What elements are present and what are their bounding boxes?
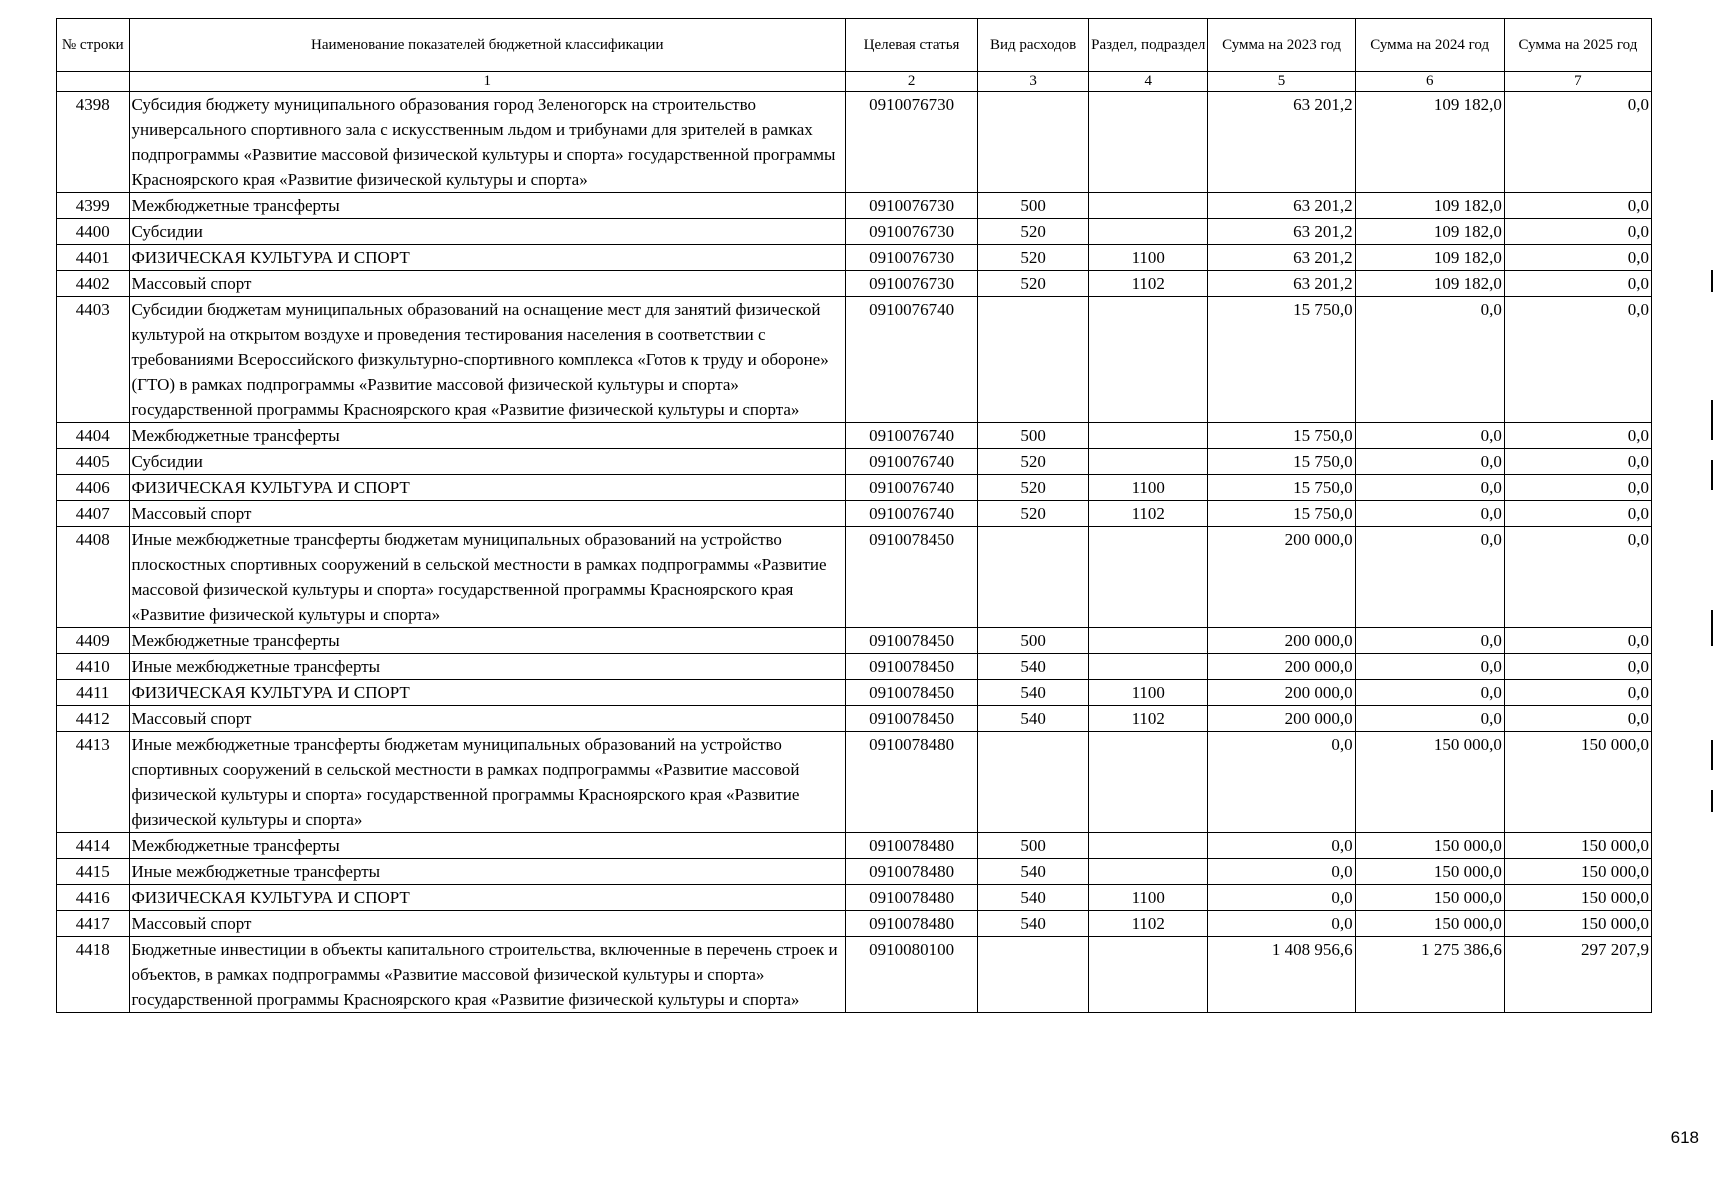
row-sum-2023: 63 201,2 — [1208, 219, 1355, 245]
row-number: 4410 — [57, 654, 130, 680]
row-target-code: 0910078450 — [845, 628, 977, 654]
row-sum-2025: 0,0 — [1504, 501, 1651, 527]
row-target-code: 0910076740 — [845, 475, 977, 501]
table-body — [57, 92, 1652, 1013]
page-number: 618 — [1670, 1128, 1699, 1147]
row-sum-2024: 1 275 386,6 — [1355, 937, 1504, 1013]
row-sum-2023: 15 750,0 — [1208, 475, 1355, 501]
row-section — [1089, 859, 1208, 885]
row-sum-2025: 0,0 — [1504, 92, 1651, 193]
table-row — [57, 271, 1652, 297]
row-expense-type — [978, 92, 1089, 193]
row-expense-type: 540 — [978, 706, 1089, 732]
row-section — [1089, 219, 1208, 245]
table-row — [57, 527, 1652, 628]
row-name: ФИЗИЧЕСКАЯ КУЛЬТУРА И СПОРТ — [129, 245, 845, 271]
row-sum-2024: 0,0 — [1355, 449, 1504, 475]
row-sum-2024: 109 182,0 — [1355, 219, 1504, 245]
row-sum-2025: 150 000,0 — [1504, 859, 1651, 885]
row-target-code: 0910078480 — [845, 833, 977, 859]
row-name: Иные межбюджетные трансферты — [129, 859, 845, 885]
row-name: Межбюджетные трансферты — [129, 833, 845, 859]
column-number: 2 — [845, 72, 977, 92]
row-sum-2024: 0,0 — [1355, 527, 1504, 628]
row-number: 4414 — [57, 833, 130, 859]
row-section: 1102 — [1089, 706, 1208, 732]
table-row — [57, 732, 1652, 833]
row-name: Массовый спорт — [129, 706, 845, 732]
row-sum-2024: 0,0 — [1355, 475, 1504, 501]
row-number: 4402 — [57, 271, 130, 297]
row-sum-2024: 150 000,0 — [1355, 732, 1504, 833]
row-expense-type: 500 — [978, 833, 1089, 859]
row-sum-2023: 0,0 — [1208, 859, 1355, 885]
row-expense-type: 500 — [978, 628, 1089, 654]
table-row — [57, 297, 1652, 423]
row-name: Иные межбюджетные трансферты бюджетам муниципальных образований на устройство плоскостных спортивных сооружений в сельской местности в рамках подпрограммы «Развитие массовой физической культуры и спорта» государственной программы Красноярского края «Развитие физической культуры и спорта» — [129, 527, 845, 628]
row-sum-2025: 0,0 — [1504, 654, 1651, 680]
row-sum-2024: 150 000,0 — [1355, 833, 1504, 859]
row-name: ФИЗИЧЕСКАЯ КУЛЬТУРА И СПОРТ — [129, 885, 845, 911]
table-row — [57, 475, 1652, 501]
table-row — [57, 885, 1652, 911]
row-sum-2024: 0,0 — [1355, 706, 1504, 732]
row-section: 1102 — [1089, 501, 1208, 527]
row-sum-2025: 0,0 — [1504, 245, 1651, 271]
column-number — [57, 72, 130, 92]
row-sum-2025: 0,0 — [1504, 449, 1651, 475]
row-name: Межбюджетные трансферты — [129, 628, 845, 654]
row-sum-2023: 63 201,2 — [1208, 92, 1355, 193]
header-sum-2023: Сумма на 2023 год — [1208, 19, 1355, 72]
row-section: 1102 — [1089, 271, 1208, 297]
row-sum-2023: 200 000,0 — [1208, 680, 1355, 706]
row-sum-2024: 109 182,0 — [1355, 271, 1504, 297]
row-target-code: 0910076740 — [845, 449, 977, 475]
row-number: 4405 — [57, 449, 130, 475]
row-name: Субсидия бюджету муниципального образования город Зеленогорск на строительство универсального спортивного зала с искусственным льдом и трибунами для зрителей в рамках подпрограммы «Развитие массовой физической культуры и спорта» государственной программы Красноярского края «Развитие физической культуры и спорта» — [129, 92, 845, 193]
table-row — [57, 449, 1652, 475]
row-sum-2025: 0,0 — [1504, 527, 1651, 628]
row-sum-2023: 0,0 — [1208, 732, 1355, 833]
row-section — [1089, 654, 1208, 680]
row-sum-2024: 0,0 — [1355, 654, 1504, 680]
row-number: 4416 — [57, 885, 130, 911]
row-section — [1089, 92, 1208, 193]
column-number: 7 — [1504, 72, 1651, 92]
row-section — [1089, 732, 1208, 833]
row-target-code: 0910078450 — [845, 680, 977, 706]
row-expense-type: 500 — [978, 193, 1089, 219]
table-row — [57, 654, 1652, 680]
row-name: Межбюджетные трансферты — [129, 193, 845, 219]
table-row — [57, 937, 1652, 1013]
row-sum-2024: 150 000,0 — [1355, 911, 1504, 937]
row-number: 4400 — [57, 219, 130, 245]
header-target: Целевая статья — [845, 19, 977, 72]
row-target-code: 0910076740 — [845, 297, 977, 423]
row-sum-2024: 0,0 — [1355, 680, 1504, 706]
row-sum-2023: 0,0 — [1208, 885, 1355, 911]
row-name: Межбюджетные трансферты — [129, 423, 845, 449]
row-expense-type: 540 — [978, 680, 1089, 706]
row-expense-type: 520 — [978, 219, 1089, 245]
row-sum-2024: 150 000,0 — [1355, 885, 1504, 911]
row-number: 4409 — [57, 628, 130, 654]
row-target-code: 0910078450 — [845, 706, 977, 732]
row-sum-2024: 150 000,0 — [1355, 859, 1504, 885]
row-number: 4398 — [57, 92, 130, 193]
row-section: 1102 — [1089, 911, 1208, 937]
row-target-code: 0910076730 — [845, 245, 977, 271]
row-number: 4408 — [57, 527, 130, 628]
row-sum-2023: 15 750,0 — [1208, 297, 1355, 423]
row-target-code: 0910076730 — [845, 193, 977, 219]
row-number: 4418 — [57, 937, 130, 1013]
row-section — [1089, 833, 1208, 859]
row-name: ФИЗИЧЕСКАЯ КУЛЬТУРА И СПОРТ — [129, 475, 845, 501]
row-expense-type: 500 — [978, 423, 1089, 449]
row-expense-type — [978, 527, 1089, 628]
row-sum-2023: 200 000,0 — [1208, 706, 1355, 732]
row-sum-2025: 0,0 — [1504, 271, 1651, 297]
table-row — [57, 501, 1652, 527]
row-expense-type: 520 — [978, 475, 1089, 501]
header-section: Раздел, подраздел — [1089, 19, 1208, 72]
row-sum-2023: 63 201,2 — [1208, 193, 1355, 219]
table-row — [57, 628, 1652, 654]
row-sum-2024: 109 182,0 — [1355, 193, 1504, 219]
row-section — [1089, 193, 1208, 219]
row-section — [1089, 937, 1208, 1013]
row-sum-2024: 0,0 — [1355, 628, 1504, 654]
row-sum-2025: 0,0 — [1504, 628, 1651, 654]
row-sum-2023: 200 000,0 — [1208, 628, 1355, 654]
table-row — [57, 219, 1652, 245]
column-number: 6 — [1355, 72, 1504, 92]
row-sum-2023: 15 750,0 — [1208, 501, 1355, 527]
budget-table — [56, 18, 1652, 1013]
row-section: 1100 — [1089, 885, 1208, 911]
row-sum-2024: 109 182,0 — [1355, 245, 1504, 271]
row-number: 4417 — [57, 911, 130, 937]
row-sum-2025: 0,0 — [1504, 219, 1651, 245]
row-number: 4403 — [57, 297, 130, 423]
row-section — [1089, 527, 1208, 628]
header-expense-type: Вид расходов — [978, 19, 1089, 72]
row-expense-type — [978, 297, 1089, 423]
row-sum-2024: 0,0 — [1355, 423, 1504, 449]
row-number: 4399 — [57, 193, 130, 219]
row-sum-2023: 0,0 — [1208, 911, 1355, 937]
row-section: 1100 — [1089, 245, 1208, 271]
row-section — [1089, 449, 1208, 475]
row-sum-2025: 150 000,0 — [1504, 732, 1651, 833]
row-expense-type: 520 — [978, 449, 1089, 475]
row-expense-type: 540 — [978, 911, 1089, 937]
header-sum-2024: Сумма на 2024 год — [1355, 19, 1504, 72]
row-sum-2023: 63 201,2 — [1208, 271, 1355, 297]
row-name: Субсидии бюджетам муниципальных образований на оснащение мест для занятий физической культурой на открытом воздухе и проведения тестирования населения в соответствии с требованиями Всероссийского физкультурно-спортивного комплекса «Готов к труду и обороне» (ГТО) в рамках подпрограммы «Развитие массовой физической культуры и спорта» государственной программы Красноярского края «Развитие физической культуры и спорта» — [129, 297, 845, 423]
row-sum-2023: 63 201,2 — [1208, 245, 1355, 271]
table-row — [57, 423, 1652, 449]
header-name: Наименование показателей бюджетной классификации — [129, 19, 845, 72]
row-name: Субсидии — [129, 449, 845, 475]
row-sum-2023: 1 408 956,6 — [1208, 937, 1355, 1013]
row-name: Иные межбюджетные трансферты — [129, 654, 845, 680]
row-name: Иные межбюджетные трансферты бюджетам муниципальных образований на устройство спортивных сооружений в сельской местности в рамках подпрограммы «Развитие массовой физической культуры и спорта» государственной программы Красноярского края «Развитие физической культуры и спорта» — [129, 732, 845, 833]
row-sum-2023: 15 750,0 — [1208, 449, 1355, 475]
row-sum-2025: 150 000,0 — [1504, 833, 1651, 859]
row-name: Бюджетные инвестиции в объекты капитального строительства, включенные в перечень строек и объектов, в рамках подпрограммы «Развитие массовой физической культуры и спорта» государственной программы Красноярского края «Развитие физической культуры и спорта» — [129, 937, 845, 1013]
table-row — [57, 833, 1652, 859]
column-number: 1 — [129, 72, 845, 92]
row-sum-2023: 200 000,0 — [1208, 527, 1355, 628]
row-target-code: 0910080100 — [845, 937, 977, 1013]
row-expense-type: 520 — [978, 271, 1089, 297]
row-name: Массовый спорт — [129, 911, 845, 937]
row-sum-2025: 0,0 — [1504, 423, 1651, 449]
column-number: 5 — [1208, 72, 1355, 92]
table-row — [57, 193, 1652, 219]
table-row — [57, 911, 1652, 937]
row-sum-2023: 15 750,0 — [1208, 423, 1355, 449]
row-number: 4412 — [57, 706, 130, 732]
row-number: 4415 — [57, 859, 130, 885]
row-sum-2024: 109 182,0 — [1355, 92, 1504, 193]
row-expense-type: 540 — [978, 885, 1089, 911]
table-row — [57, 245, 1652, 271]
row-target-code: 0910078480 — [845, 859, 977, 885]
column-number: 3 — [978, 72, 1089, 92]
header-sum-2025: Сумма на 2025 год — [1504, 19, 1651, 72]
row-name: Субсидии — [129, 219, 845, 245]
row-target-code: 0910078480 — [845, 732, 977, 833]
row-sum-2025: 297 207,9 — [1504, 937, 1651, 1013]
table-row — [57, 92, 1652, 193]
row-section: 1100 — [1089, 680, 1208, 706]
row-sum-2024: 0,0 — [1355, 297, 1504, 423]
column-number-row — [57, 72, 1652, 92]
row-sum-2023: 200 000,0 — [1208, 654, 1355, 680]
row-sum-2025: 0,0 — [1504, 706, 1651, 732]
row-name: Массовый спорт — [129, 271, 845, 297]
row-expense-type: 520 — [978, 245, 1089, 271]
row-number: 4413 — [57, 732, 130, 833]
row-expense-type — [978, 732, 1089, 833]
row-number: 4406 — [57, 475, 130, 501]
row-section — [1089, 297, 1208, 423]
column-number: 4 — [1089, 72, 1208, 92]
row-target-code: 0910076730 — [845, 92, 977, 193]
row-section — [1089, 423, 1208, 449]
row-name: ФИЗИЧЕСКАЯ КУЛЬТУРА И СПОРТ — [129, 680, 845, 706]
row-target-code: 0910078450 — [845, 654, 977, 680]
row-sum-2025: 0,0 — [1504, 680, 1651, 706]
row-target-code: 0910078480 — [845, 911, 977, 937]
row-number: 4411 — [57, 680, 130, 706]
table-row — [57, 859, 1652, 885]
row-target-code: 0910078480 — [845, 885, 977, 911]
table-row — [57, 706, 1652, 732]
row-target-code: 0910076730 — [845, 219, 977, 245]
row-sum-2025: 0,0 — [1504, 297, 1651, 423]
header-row-no: № строки — [57, 19, 130, 72]
row-target-code: 0910076730 — [845, 271, 977, 297]
row-sum-2025: 0,0 — [1504, 193, 1651, 219]
row-expense-type: 540 — [978, 859, 1089, 885]
row-expense-type — [978, 937, 1089, 1013]
row-sum-2023: 0,0 — [1208, 833, 1355, 859]
row-sum-2025: 0,0 — [1504, 475, 1651, 501]
row-sum-2025: 150 000,0 — [1504, 885, 1651, 911]
row-name: Массовый спорт — [129, 501, 845, 527]
table-row — [57, 680, 1652, 706]
row-target-code: 0910076740 — [845, 501, 977, 527]
header-row — [57, 19, 1652, 72]
row-expense-type: 520 — [978, 501, 1089, 527]
row-number: 4404 — [57, 423, 130, 449]
row-target-code: 0910078450 — [845, 527, 977, 628]
row-section: 1100 — [1089, 475, 1208, 501]
row-number: 4401 — [57, 245, 130, 271]
row-section — [1089, 628, 1208, 654]
row-expense-type: 540 — [978, 654, 1089, 680]
row-number: 4407 — [57, 501, 130, 527]
row-target-code: 0910076740 — [845, 423, 977, 449]
row-sum-2024: 0,0 — [1355, 501, 1504, 527]
row-sum-2025: 150 000,0 — [1504, 911, 1651, 937]
